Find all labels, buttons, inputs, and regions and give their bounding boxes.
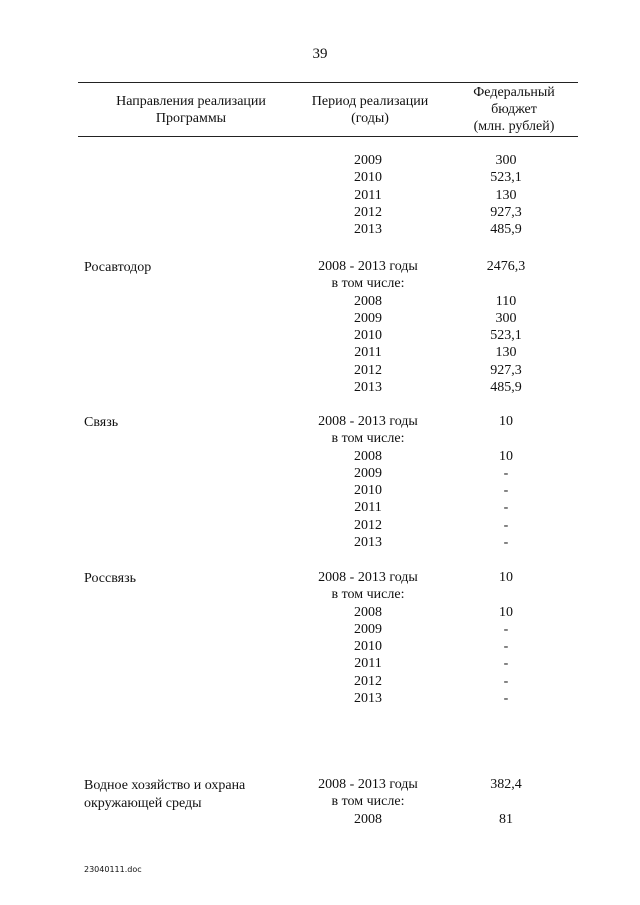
budget-cell: 523,1 [490,328,522,344]
period-cell: 2011 [354,500,382,516]
section-direction-line: Водное хозяйство и охрана [84,778,246,793]
table-row [0,187,640,204]
table-row [0,310,640,327]
budget-cell: 110 [495,293,517,309]
table-row [0,327,640,344]
table-row [0,776,640,793]
table-row [0,204,640,221]
budget-cell: 2476,3 [486,259,526,274]
period-cell: 2008 [354,448,382,464]
header-period-line: (годы) [351,111,389,126]
period-cell: 2011 [354,656,382,672]
period-cell: 2008 - 2013 годы [318,414,418,429]
table-row [0,465,640,482]
budget-cell: 10 [499,414,513,429]
header-direction [84,93,298,127]
budget-cell: 81 [499,811,513,827]
period-cell: 2010 [354,170,382,186]
period-cell: 2008 [354,811,382,827]
section-direction-line: Россвязь [84,571,136,586]
period-cell: 2013 [354,380,382,396]
period-cell: 2008 [354,604,382,620]
budget-cell: 300 [495,153,517,168]
header-direction-line: Направления реализации [116,94,266,109]
footer-document-code: 23040111.doc [84,865,142,874]
budget-cell: - [503,535,509,551]
table-row [0,793,640,810]
table-row [0,673,640,690]
page-number: 39 [312,46,328,62]
budget-cell: 927,3 [490,362,522,378]
period-cell: 2011 [354,187,382,203]
table-row [0,604,640,621]
period-cell: 2013 [354,535,382,551]
period-cell: в том числе: [331,794,405,810]
header-budget-line: (млн. рублей) [473,119,555,134]
header-period [300,93,440,127]
period-cell: 2009 [354,465,382,481]
header-period-line: Период реализации [311,94,429,109]
table-row [0,258,640,275]
table-row [0,448,640,465]
table-row [0,413,640,430]
budget-cell: 382,4 [490,777,522,792]
table-row [0,499,640,516]
table-row [0,275,640,292]
header-budget-line: Федеральный [473,85,555,100]
section-direction-line: Росавтодор [84,260,152,275]
budget-cell: 523,1 [490,170,522,186]
table-row [0,655,640,672]
table-top-rule [78,82,578,83]
period-cell: 2012 [354,517,382,533]
budget-cell: - [503,517,509,533]
header-budget-line: бюджет [491,102,537,117]
section-rows [0,152,640,238]
period-cell: 2008 - 2013 годы [318,777,418,792]
budget-cell: 10 [499,448,513,464]
budget-cell: - [503,465,509,481]
table-row [0,344,640,361]
period-cell: 2013 [354,222,382,238]
section-direction-line: Связь [84,415,119,430]
period-cell: 2013 [354,691,382,707]
table-row [0,621,640,638]
section-rows [0,776,640,828]
budget-cell: - [503,621,509,637]
period-cell: 2011 [354,345,382,361]
budget-cell: 927,3 [490,204,522,220]
budget-cell: 485,9 [490,222,522,238]
table-row [0,569,640,586]
table-row [0,638,640,655]
section-direction-line: окружающей среды [84,796,202,811]
budget-cell: - [503,691,509,707]
period-cell: в том числе: [331,276,405,292]
budget-cell: 130 [495,187,517,203]
table-row [0,517,640,534]
table-row [0,430,640,447]
period-cell: в том числе: [331,431,405,447]
period-cell: 2008 - 2013 годы [318,570,418,585]
table-row [0,586,640,603]
table-row [0,362,640,379]
budget-cell: - [503,656,509,672]
period-cell: в том числе: [331,587,405,603]
budget-cell: 10 [499,570,513,585]
budget-cell: 485,9 [490,380,522,396]
section-rows [0,258,640,396]
table-row [0,152,640,169]
budget-cell: 10 [499,604,513,620]
period-cell: 2010 [354,483,382,499]
table-row [0,811,640,828]
table-header-rule [78,136,578,137]
table-row [0,482,640,499]
period-cell: 2008 - 2013 годы [318,259,418,274]
period-cell: 2009 [354,621,382,637]
period-cell: 2009 [354,310,382,326]
table-row [0,690,640,707]
table-row [0,379,640,396]
period-cell: 2012 [354,362,382,378]
period-cell: 2009 [354,153,382,168]
budget-cell: 300 [495,310,517,326]
budget-cell: - [503,500,509,516]
table-row [0,534,640,551]
period-cell: 2010 [354,639,382,655]
period-cell: 2010 [354,328,382,344]
header-budget [450,84,578,135]
budget-cell: 130 [495,345,517,361]
header-direction-line: Программы [155,111,227,126]
section-rows [0,413,640,551]
period-cell: 2012 [354,673,382,689]
budget-cell: - [503,673,509,689]
period-cell: 2012 [354,204,382,220]
budget-cell: - [503,639,509,655]
period-cell: 2008 [354,293,382,309]
table-row [0,169,640,186]
section-rows [0,569,640,707]
table-row [0,293,640,310]
table-row [0,221,640,238]
budget-cell: - [503,483,509,499]
